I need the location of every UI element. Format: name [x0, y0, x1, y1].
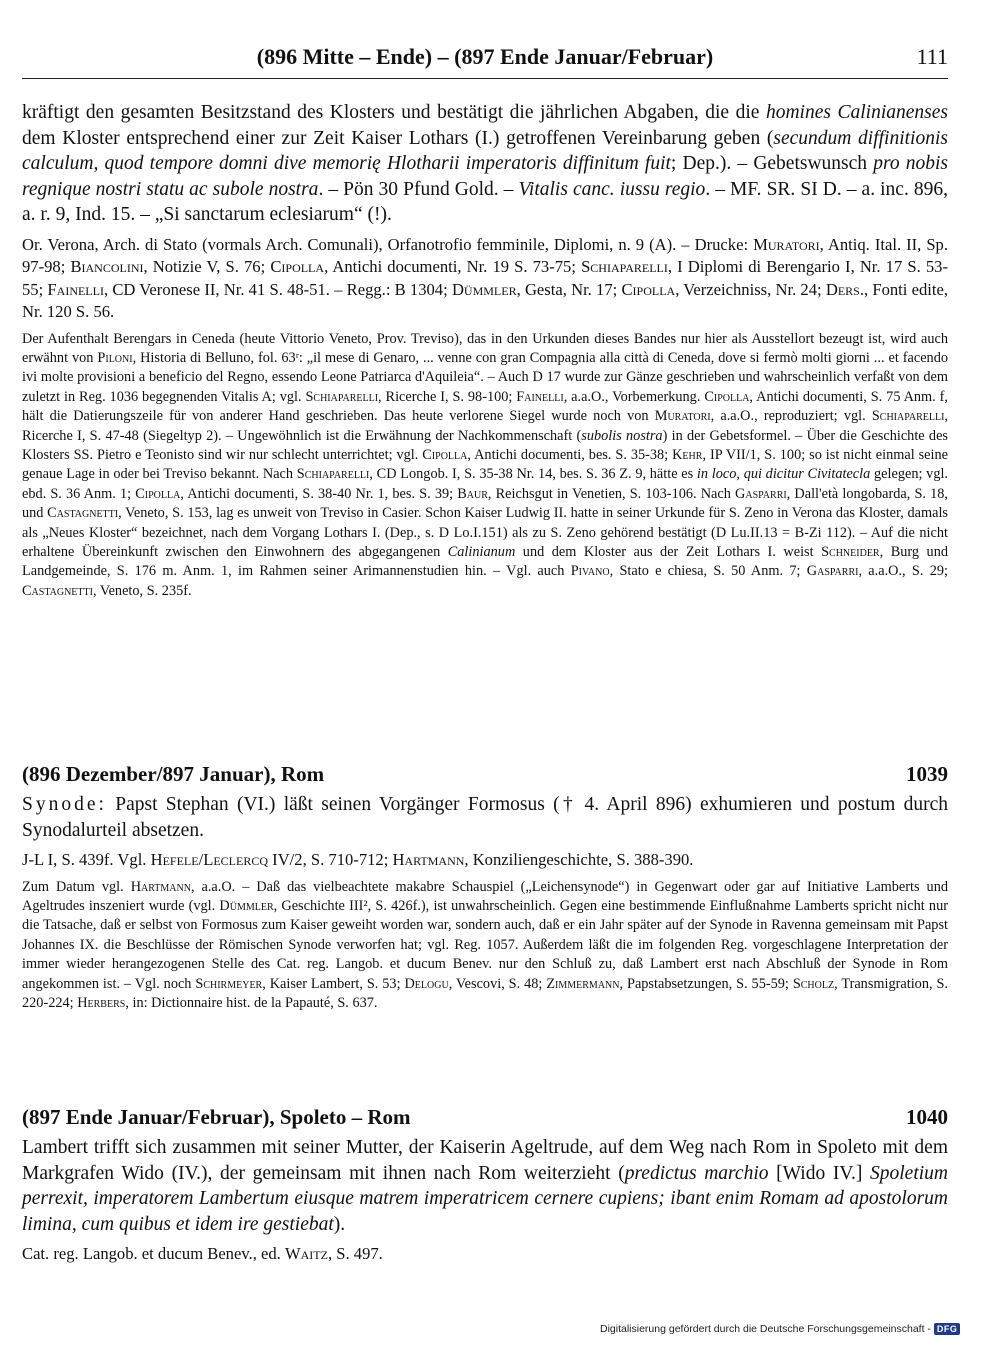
- dfg-logo-icon: DFG: [934, 1323, 961, 1335]
- text-run: ) in der Gebetsformel. – Über die Geschichte des Klosters SS. Pietro e Teonisto sind wir nur schlecht unterrichtet; vgl.: [22, 427, 948, 463]
- text-run: , a.a.O. – Daß das vielbeachtete makabre Schauspiel („Leichensynode“) in Gegenwart oder gar auf Initiative Lamberts und Ageltrudes inszeniert wurde (vgl.: [22, 878, 948, 914]
- text-run: , a.a.O., Vorbemerkung.: [563, 388, 705, 405]
- entry-date-place: (897 Ende Januar/Februar), Spoleto – Rom: [22, 1105, 411, 1129]
- running-header: [22, 44, 948, 79]
- commentary-text: [22, 878, 948, 1014]
- text-run: ).: [333, 1213, 346, 1235]
- author-name: Gasparri: [806, 563, 859, 580]
- author-name: Scholz: [792, 975, 835, 992]
- source-references: [22, 234, 948, 324]
- text-run: , Papstabsetzungen, S. 55-59;: [619, 975, 793, 992]
- entry-heading: [22, 760, 948, 788]
- entry-continuation: [22, 100, 948, 601]
- running-title: (896 Mitte – Ende) – (897 Ende Januar/Februar): [256, 44, 714, 69]
- regest-text: [22, 100, 948, 228]
- text-run: , Kaiser Lambert, S. 53;: [262, 975, 405, 992]
- regest-text: [22, 792, 948, 843]
- text-run: , Veneto, S. 153, lag es unweit von Treviso in Casier. Schon Kaiser Ludwig II. hatte in seiner Urkunde für S. Zeno in Verona das Kloster, damals als „Neues Kloster“ bezeichnet, nach dem Vorgang Lothars I. (Dep., s. D Lo.I.151) als zu S. Zeno gehörend bestätigt (D Lu.II.13 = B-Zi 112). – Auf die nicht erhaltene Übereinkunft zwischen den Einwohnern des abgegangenen: [22, 505, 948, 560]
- page-number: 111: [916, 44, 948, 69]
- text-run: , IP VII/1, S. 100; so ist nicht einmal seine genaue Lage in oder bei Treviso bekannt. Nach: [22, 446, 948, 483]
- author-name: Piloni: [97, 349, 133, 366]
- author-name: Cipolla: [270, 257, 325, 276]
- text-run: , in: Dictionnaire hist. de la Papauté, S. 637.: [125, 994, 378, 1011]
- text-run: , CD Longob. I, S. 35-38 Nr. 14, bes. S. 36 Z. 9, hätte es: [369, 466, 697, 483]
- text-run: , Geschichte III², S. 426f.), ist unwahrscheinlich. Gegen eine bestimmende Einflußnahme Lamberts spricht nicht nur die Tatsache, daß er selbst von Formosus zum Kaiser geweiht worden war, sondern auch, daß er ein Jahr später auf der Synode in Ravenna gemeinsam mit Papst Johannes IX. die Beschlüsse der Römischen Synode verworfen hat; vgl. Reg. 1057. Außerdem läßt die im folgenden Reg. vorgeschlagene Interpretation der immer wieder herangezogenen Stelle des Cat. reg. Langob. et ducum Benev. nur den Schluß zu, daß Lambert erst nach Abschluß der Synode in Rom angekommen ist. – Vgl. noch: [22, 897, 948, 992]
- latin-quote: secundum diffinitionis calculum, quod tempore domni dive memorię Hlotharii imperatoris diffinitum fuit: [22, 127, 948, 174]
- latin-quote: subolis nostra: [581, 427, 663, 444]
- regest-text: [22, 1135, 948, 1237]
- author-name: Fainelli: [47, 279, 104, 299]
- text-run: , S. 497.: [327, 1244, 383, 1263]
- author-name: Castagnetti: [22, 582, 93, 599]
- latin-quote: pro nobis regnique nostri statu ac subole nostra: [22, 153, 949, 200]
- text-run: Papst Stephan (VI.) läßt seinen Vorgänger Formosus († 4. April 896) exhumieren und postum durch Synodalurteil absetzen.: [22, 794, 948, 841]
- text-run: , Antichi documenti, S. 75 Anm. f, hält die Datierungszeile für von anderer Hand geschrieben. Das heute verlorene Siegel wurde noch von: [22, 388, 948, 425]
- author-name: Kehr: [672, 446, 703, 463]
- text-run: Or. Verona, Arch. di Stato (vormals Arch. Comunali), Orfanotrofio femminile, Diplomi, n. 9 (A). – Drucke:: [22, 234, 754, 254]
- author-name: Ders.: [825, 279, 864, 299]
- author-name: Biancolini: [70, 257, 144, 276]
- text-run: Lambert trifft sich zusammen mit seiner Mutter, der Kaiserin Ageltrude, auf dem Weg nach Rom in Spoleto mit dem Markgrafen Wido (IV.), der gemeinsam mit ihnen nach Rom weiterzieht (: [22, 1137, 948, 1184]
- source-references: [22, 1243, 948, 1266]
- text-run: [Wido IV.]: [768, 1162, 871, 1184]
- text-run: , Vescovi, S. 48;: [448, 975, 547, 992]
- text-run: , Transmigration, S. 220-224;: [22, 975, 948, 1011]
- digitization-footer: [600, 1323, 960, 1335]
- entry-number: 1039: [906, 762, 948, 786]
- text-run: gelegen; vgl. ebd. S. 36 Anm. 1;: [22, 466, 949, 502]
- text-run: , Gesta, Nr. 17;: [516, 279, 622, 299]
- latin-quote: Vitalis canc. iussu regio: [518, 178, 706, 200]
- author-name: Waitz: [284, 1244, 328, 1263]
- author-name: Hefele/Leclercq: [150, 850, 269, 869]
- text-run: und dem Kloster aus der Zeit Lothars I. weist: [515, 543, 822, 560]
- author-name: Schneider: [821, 543, 880, 560]
- text-run: , Fonti edite, Nr. 120 S. 56.: [22, 279, 948, 321]
- text-run: , a.a.O., reproduziert; vgl.: [710, 408, 872, 425]
- author-name: Schirmeyer: [195, 975, 263, 992]
- entry-1039: [22, 760, 948, 1013]
- text-run: , Konziliengeschichte, S. 388-390.: [464, 850, 694, 869]
- author-name: Muratori: [753, 234, 820, 254]
- author-name: Hartmann: [392, 850, 465, 869]
- entry-number: 1040: [906, 1105, 948, 1129]
- text-run: Der Aufenthalt Berengars in Ceneda (heute Vittorio Veneto, Prov. Treviso), das in den Urkunden dieses Bandes nur hier als Ausstellort bezeugt ist, wird auch erwähnt von: [22, 330, 948, 366]
- author-name: Pivano: [570, 563, 610, 580]
- author-name: Schiaparelli: [871, 408, 945, 425]
- text-run: , Notizie V, S. 76;: [143, 257, 271, 276]
- text-run: , Ricerche I, S. 98-100;: [378, 388, 517, 405]
- author-name: Schiaparelli: [581, 257, 668, 276]
- text-run: , Antiq. Ital. II, Sp. 97-98;: [22, 234, 948, 276]
- latin-quote: predictus marchio: [624, 1162, 769, 1184]
- text-run: , a.a.O., S. 29;: [858, 563, 948, 580]
- text-run: , Stato e chiesa, S. 50 Anm. 7;: [609, 563, 807, 580]
- author-name: Herbers: [77, 994, 126, 1011]
- text-run: kräftigt den gesamten Besitzstand des Klosters und bestätigt die jährlichen Abgaben, die die: [22, 102, 766, 123]
- footer-text: Digitalisierung gefördert durch die Deutsche Forschungsgemeinschaft -: [600, 1323, 931, 1335]
- author-name: Fainelli: [516, 388, 564, 405]
- author-name: Muratori: [654, 408, 711, 425]
- text-run: , Antichi documenti, Nr. 19 S. 73-75;: [324, 257, 582, 276]
- text-run: IV/2, S. 710-712;: [268, 850, 393, 869]
- author-name: Schiaparelli: [296, 466, 370, 483]
- text-run: , CD Veronese II, Nr. 41 S. 48-51. – Regg.: B 1304;: [103, 279, 452, 299]
- text-run: J-L I, S. 439f. Vgl.: [22, 850, 151, 869]
- text-run: . – Pön 30 Pfund Gold. –: [318, 178, 519, 200]
- author-name: Cipolla: [704, 388, 750, 405]
- author-name: Cipolla: [621, 279, 676, 299]
- text-run: , Verzeichniss, Nr. 24;: [675, 279, 826, 299]
- spaced-keyword: Synode:: [22, 794, 107, 815]
- entry-1040: [22, 1103, 948, 1266]
- author-name: Zimmermann: [546, 975, 620, 992]
- text-run: , Burg und Landgemeinde, S. 176 m. Anm. 1, im Rahmen seiner Arimannenstudien hin. – Vgl. auch: [22, 543, 948, 580]
- author-name: Hartmann: [130, 878, 191, 895]
- text-run: , I Diplomi di Berengario I, Nr. 17 S. 53-55;: [22, 257, 948, 299]
- source-references: [22, 849, 948, 872]
- text-run: , Veneto, S. 235f.: [92, 582, 192, 599]
- latin-quote: in loco, qui dicitur Civitatecla: [696, 466, 871, 483]
- author-name: Cipolla: [135, 485, 181, 502]
- latin-quote: Spoletium perrexit, imperatorem Lambertum eiusque matrem imperatricem cernere cupiens; ibant enim Romam ad apostolorum limina, cum quibus et idem ire gestiebat: [22, 1162, 949, 1235]
- text-run: , Antichi documenti, S. 38-40 Nr. 1, bes. S. 39;: [180, 485, 458, 502]
- entry-heading: [22, 1103, 948, 1131]
- text-run: ; Dep.). – Gebetswunsch: [670, 153, 874, 174]
- latin-quote: Calinianum: [447, 543, 516, 560]
- author-name: Cipolla: [422, 446, 468, 463]
- text-run: , Antichi documenti, bes. S. 35-38;: [467, 446, 673, 463]
- author-name: Delogu: [404, 975, 449, 992]
- author-name: Schiaparelli: [305, 388, 379, 405]
- text-run: , Historia di Belluno, fol. 63ʳ: „il mese di Genaro, ... venne con gran Compagnia alla città di Ceneda, dove si fermò molti giorni ... et facendo ivi molte provisioni a beneficio del Regno, essendo Leone Patriarca d'Aquileia“. – Auch D 17 wurde zur Gänze geschrieben und wahrscheinlich verfaßt von dem zuletzt in Reg. 1036 begegnenden Vitalis A; vgl.: [22, 349, 948, 405]
- entry-date-place: (896 Dezember/897 Januar), Rom: [22, 762, 325, 786]
- latin-quote: homines Calinianenses: [765, 102, 948, 123]
- text-run: , Dall'età longobarda, S. 18, und: [22, 485, 948, 522]
- text-run: . – MF. SR. SI D. – a. inc. 896, a. r. 9, Ind. 15. – „Si sanctarum eclesiarum“ (!).: [22, 178, 948, 225]
- author-name: Dümmler: [219, 897, 274, 914]
- author-name: Castagnetti: [47, 505, 119, 522]
- text-run: dem Kloster entsprechend einer zur Zeit Kaiser Lothars (I.) getroffenen Vereinbarung geben (: [22, 127, 774, 149]
- text-run: Zum Datum vgl.: [22, 878, 131, 895]
- author-name: Dümmler: [451, 279, 517, 299]
- author-name: Baur: [457, 485, 488, 502]
- text-run: , Reichsgut in Venetien, S. 103-106. Nach: [487, 485, 736, 502]
- author-name: Gasparri: [735, 485, 787, 502]
- commentary-text: [22, 330, 948, 602]
- text-run: , Ricerche I, S. 47-48 (Siegeltyp 2). – Ungewöhnlich ist die Erwähnung der Nachkommenschaft (: [22, 408, 948, 444]
- text-run: Cat. reg. Langob. et ducum Benev., ed.: [22, 1244, 285, 1263]
